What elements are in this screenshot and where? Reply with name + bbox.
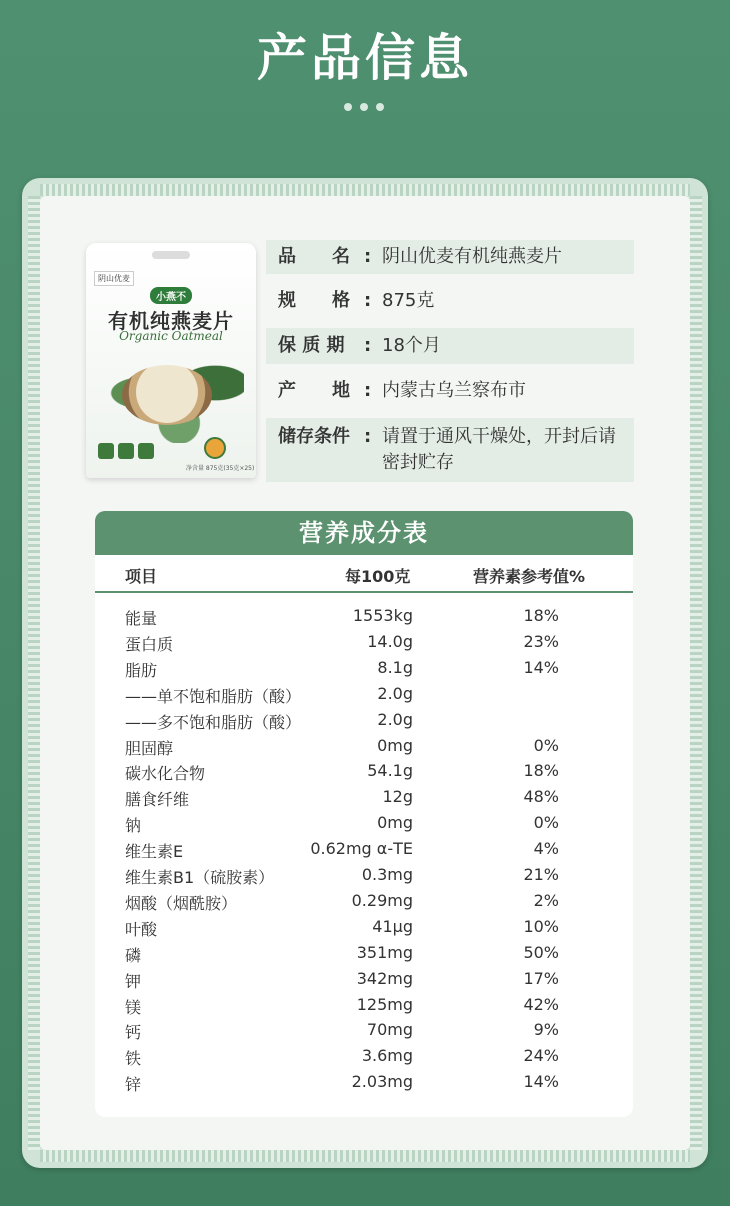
table-row	[95, 784, 633, 810]
info-value: 18个月	[382, 335, 441, 356]
nutrient-name: 钠	[125, 816, 142, 836]
table-row	[95, 914, 633, 940]
table-row	[95, 992, 633, 1018]
frame-stripe-left	[28, 196, 40, 1150]
nutrient-per-100g: 0.3mg	[361, 865, 413, 884]
info-label: 规 格	[278, 290, 350, 311]
info-value: 阴山优麦有机纯燕麦片	[382, 246, 562, 267]
info-label: 产 地	[278, 380, 350, 401]
nutrient-name: 碳水化合物	[125, 764, 206, 784]
nutrient-name: 钾	[125, 971, 142, 991]
nutrient-nrv: 14%	[523, 1072, 559, 1092]
decorative-dots	[344, 103, 384, 111]
nutrient-name: 胆固醇	[125, 738, 174, 758]
table-row	[95, 681, 633, 707]
nutrient-nrv: 21%	[523, 865, 559, 884]
nutrient-nrv: 18%	[523, 606, 559, 625]
info-label: 保 质 期	[278, 335, 345, 356]
info-colon: :	[364, 380, 372, 401]
table-row	[95, 1043, 633, 1069]
table-row	[95, 836, 633, 862]
nutrient-name: 烟酸（烟酰胺）	[125, 893, 238, 913]
nutrient-nrv: 50%	[523, 942, 559, 962]
nutrient-name: 镁	[125, 997, 142, 1017]
nutrient-per-100g: 125mg	[356, 994, 413, 1014]
bag-product-name: 有机纯燕麦片	[108, 309, 234, 333]
nutrient-per-100g: 0.29mg	[351, 890, 413, 910]
nutrient-per-100g: 0mg	[377, 813, 413, 833]
nutrient-name: 叶酸	[125, 919, 158, 939]
nutrient-per-100g: 0mg	[377, 735, 413, 755]
frame-stripe-bottom	[40, 1150, 690, 1162]
table-row	[95, 758, 633, 784]
info-label: 品 名	[278, 246, 350, 267]
nutrient-name: 维生素B1（硫胺素）	[125, 868, 275, 887]
nutrient-nrv: 10%	[523, 916, 559, 936]
nutrient-per-100g: 351mg	[356, 942, 413, 962]
nutrient-name: 维生素E	[125, 842, 184, 862]
info-row-spec	[266, 284, 634, 318]
nutrient-per-100g: 70mg	[366, 1020, 413, 1040]
table-row	[95, 1017, 633, 1043]
nutrient-name: 钙	[125, 1023, 142, 1043]
info-value: 内蒙古乌兰察布市	[382, 380, 526, 401]
table-row	[95, 603, 633, 629]
column-nrv: 营养素参考值%	[473, 567, 586, 586]
nutrient-per-100g: 14.0g	[367, 631, 413, 651]
info-colon: :	[364, 290, 372, 311]
nutrient-per-100g: 12g	[382, 787, 413, 807]
nutrient-per-100g: 0.62mg α-TE	[310, 839, 413, 859]
bag-badge: 小燕不	[150, 287, 192, 304]
page-title: 产品信息	[257, 29, 473, 87]
table-row	[95, 655, 633, 681]
info-colon: :	[364, 246, 372, 267]
nutrient-name: ——多不饱和脂肪（酸）	[125, 712, 302, 732]
nutrient-nrv: 48%	[523, 787, 559, 807]
table-row	[95, 707, 633, 733]
nutrient-name: 磷	[125, 945, 142, 965]
info-colon: :	[364, 335, 372, 356]
nutrient-nrv: 4%	[533, 839, 559, 859]
nutrient-name: 蛋白质	[125, 634, 174, 654]
nutrient-nrv: 2%	[533, 890, 559, 910]
bag-script-name: Organic Oatmeal	[119, 329, 223, 343]
table-row	[95, 733, 633, 759]
info-value: 请置于通风干燥处，开封后请密封贮存	[382, 426, 616, 473]
column-item: 项目	[125, 567, 158, 586]
table-row	[95, 810, 633, 836]
table-row	[95, 940, 633, 966]
bag-tags	[98, 443, 154, 459]
nutrient-per-100g: 54.1g	[367, 761, 413, 781]
nutrient-name: ——单不饱和脂肪（酸）	[125, 686, 302, 706]
nutrient-per-100g: 2.03mg	[351, 1072, 413, 1092]
nutrient-nrv: 0%	[533, 735, 559, 755]
nutrient-per-100g: 342mg	[356, 968, 413, 988]
nutrient-per-100g: 2.0g	[377, 683, 413, 703]
frame-stripe-right	[690, 196, 702, 1150]
nutrition-table	[95, 511, 633, 1117]
nutrient-nrv: 24%	[523, 1046, 559, 1066]
nutrient-name: 能量	[125, 609, 158, 628]
oat-bowl-illustration	[122, 365, 212, 425]
nutrient-nrv: 9%	[533, 1020, 559, 1040]
table-row	[95, 966, 633, 992]
nutrient-per-100g: 2.0g	[377, 709, 413, 729]
nutrition-column-headers	[95, 555, 633, 593]
info-value: 875克	[382, 290, 435, 311]
info-row-origin	[266, 374, 634, 408]
organic-seal-icon	[204, 437, 226, 459]
table-row	[95, 629, 633, 655]
bag-handle	[152, 251, 190, 259]
nutrient-name: 脂肪	[125, 660, 158, 680]
nutrient-nrv: 23%	[523, 631, 559, 651]
info-row-storage	[266, 418, 634, 482]
nutrient-name: 铁	[125, 1049, 142, 1069]
table-row	[95, 888, 633, 914]
nutrient-nrv: 17%	[523, 968, 559, 988]
nutrient-nrv: 42%	[523, 994, 559, 1014]
nutrient-per-100g: 41μg	[372, 916, 413, 936]
nutrient-nrv: 18%	[523, 761, 559, 781]
info-label: 储存条件	[278, 426, 350, 447]
nutrient-name: 锌	[125, 1075, 142, 1095]
bag-net-content: 净含量 875克(35克×25)	[186, 465, 255, 472]
product-image	[86, 243, 256, 478]
table-row	[95, 1069, 633, 1095]
bag-brand-logo: 阴山优麦	[94, 271, 134, 286]
info-row-name	[266, 240, 634, 274]
nutrient-per-100g: 1553kg	[352, 606, 413, 625]
info-colon: :	[364, 426, 372, 447]
nutrient-per-100g: 8.1g	[377, 657, 413, 677]
nutrient-nrv: 0%	[533, 813, 559, 833]
table-row	[95, 862, 633, 888]
nutrient-name: 膳食纤维	[125, 790, 190, 810]
nutrient-nrv: 14%	[523, 657, 559, 677]
info-row-shelf-life	[266, 328, 634, 364]
nutrient-per-100g: 3.6mg	[361, 1046, 413, 1066]
frame-stripe-top	[40, 184, 690, 196]
nutrition-title: 营养成分表	[95, 511, 633, 555]
column-per-100g: 每100克	[345, 567, 411, 586]
